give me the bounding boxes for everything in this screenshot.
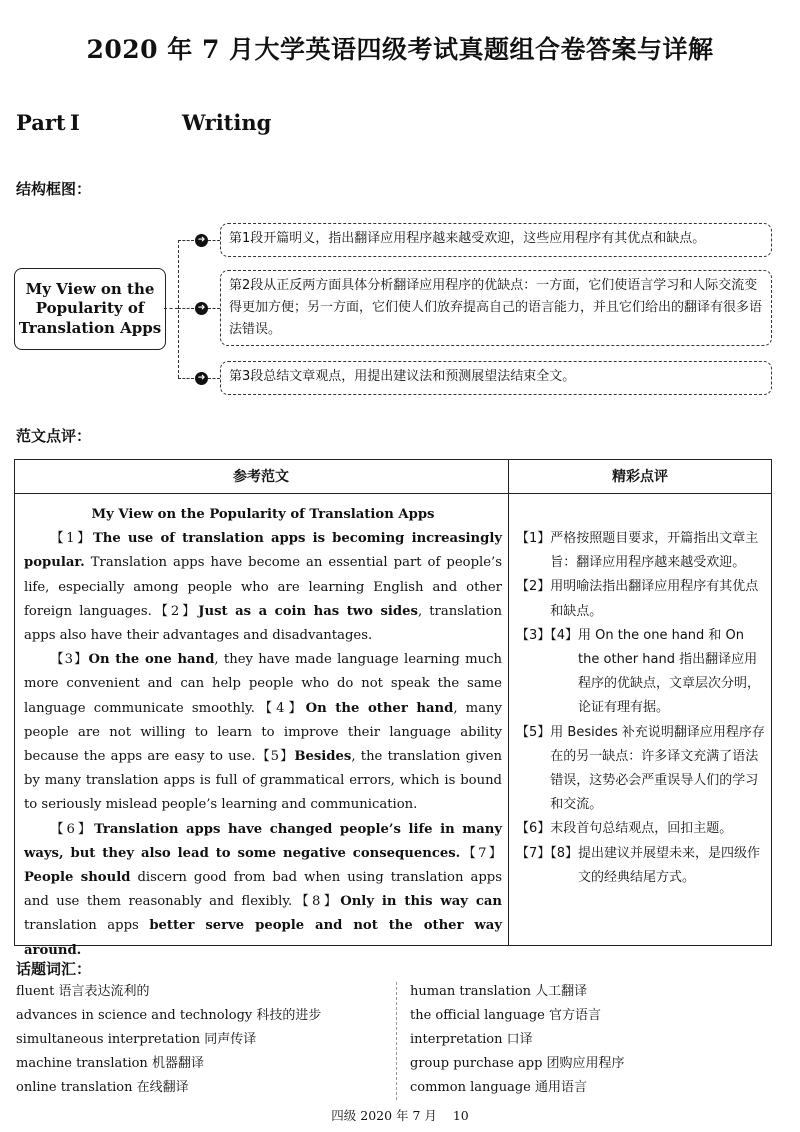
comment-marker: 【2】 xyxy=(516,579,551,595)
comment-text: 用 On the one hand 和 On the other hand 指出翻译应用程序的优缺点，文章层次分明，论证有理有据。 xyxy=(578,627,761,716)
essay-column-header: 参考范文 xyxy=(233,469,289,485)
essay-text: , the translation given by many translation apps is full of grammatical errors, which is bound to seriously mislead people’s learning and communication. xyxy=(24,749,502,813)
comment-text: 严格按照题目要求，开篇指出文章主旨：翻译应用程序越来越受欢迎。 xyxy=(550,531,759,571)
marker: 【8】 xyxy=(292,894,341,910)
comment-marker: 【6】 xyxy=(516,821,551,837)
vocab-item: machine translation 机器翻译 xyxy=(16,1056,204,1071)
topic-line-3: Translation Apps xyxy=(18,318,162,337)
topic-box xyxy=(14,268,166,350)
comment-item xyxy=(516,842,768,890)
marker: 【2】 xyxy=(151,603,199,619)
vocab-item: fluent 语言表达流利的 xyxy=(16,984,150,999)
comment-marker: 【7】【8】 xyxy=(516,845,579,861)
highlight: On the one hand xyxy=(88,652,215,668)
highlight: On the other hand xyxy=(305,700,454,716)
paragraph-box-1: 第1段开篇明义，指出翻译应用程序越来越受欢迎，这些应用程序有其优点和缺点。 xyxy=(220,223,772,257)
marker: 【4】 xyxy=(254,700,306,716)
comment-item xyxy=(516,624,768,721)
comment-item xyxy=(516,817,768,841)
paragraph-box-2: 第2段从正反两方面具体分析翻译应用程序的优缺点：一方面，它们使语言学习和人际交流变得更加方便；另一方面，它们使人们放弃提高自己的语言能力，并且它们给出的翻译有很多语法错误。 xyxy=(220,270,772,346)
connector-2b xyxy=(208,308,220,309)
vocabulary-left-list xyxy=(16,980,386,1100)
paragraph-box-3: 第3段总结文章观点，用提出建议法和预测展望法结束全文。 xyxy=(220,361,772,395)
marker: 【5】 xyxy=(255,749,295,765)
highlight: Only in this way can xyxy=(340,894,503,910)
comment-marker: 【1】 xyxy=(516,531,551,546)
highlight: Besides xyxy=(294,749,352,765)
vocabulary-divider xyxy=(396,982,397,1100)
vocabulary-right-list xyxy=(410,980,780,1100)
comment-text: 提出建议并展望未来，是四级作文的经典结尾方式。 xyxy=(578,845,761,885)
arrow-right-icon: ➜ xyxy=(195,302,208,315)
highlight: better serve people and not the other way around. xyxy=(24,918,502,958)
connector-3b xyxy=(208,378,220,379)
marker: 【1】 xyxy=(50,531,93,547)
vocab-item: common language 通用语言 xyxy=(410,1080,587,1095)
essay-text: , translation apps also have their advantages and disadvantages. xyxy=(24,603,503,644)
review-heading: 范文点评： xyxy=(16,427,92,445)
essay-text: , many people are not willing to learn to improve their language ability because the apps are easy to use. xyxy=(24,700,502,765)
vocab-item: simultaneous interpretation 同声传译 xyxy=(16,1032,257,1047)
highlight: Translation apps have changed people’s life in many ways, but they also lead to some negative consequences. xyxy=(24,821,502,861)
marker: 【7】 xyxy=(460,845,502,861)
comment-marker: 【5】 xyxy=(516,724,551,740)
marker: 【6】 xyxy=(50,821,95,837)
highlight: Just as a coin has two sides xyxy=(198,603,418,619)
connector-1 xyxy=(178,240,194,241)
connector-2 xyxy=(178,308,194,309)
table-column-divider xyxy=(508,459,509,946)
part-name: Writing xyxy=(182,110,272,135)
connector-3 xyxy=(178,378,194,379)
essay-paragraph-2 xyxy=(24,648,502,817)
part-label: Part xyxy=(16,110,66,135)
highlight: People should xyxy=(24,870,131,886)
comment-text: 用 Besides 补充说明翻译应用程序存在的另一缺点：许多译文充满了语法错误，这势必会严重误导人们的学习和交流。 xyxy=(550,724,765,813)
vocab-item: advances in science and technology 科技的进步 xyxy=(16,1008,322,1023)
highlight: The use of translation apps is becoming increasingly popular. xyxy=(24,531,503,571)
vocab-item: group purchase app 团购应用程序 xyxy=(410,1056,625,1071)
part-number: Ⅰ xyxy=(70,110,80,135)
vocab-item: human translation 人工翻译 xyxy=(410,984,588,999)
vocab-item: interpretation 口译 xyxy=(410,1032,533,1047)
essay-paragraph-3 xyxy=(24,818,502,963)
connector-main xyxy=(164,308,178,309)
comment-item xyxy=(516,721,768,818)
topic-line-2: Popularity of xyxy=(35,299,145,318)
marker: 【3】 xyxy=(50,652,89,668)
essay-text: , they have made language learning much more convenient and can help people who do not speak the same language communicate smoothly. xyxy=(24,652,502,716)
essay-paragraph-1 xyxy=(24,527,502,648)
topic-line-1: My View on the xyxy=(25,279,155,298)
sample-essay xyxy=(24,503,502,963)
document-title: 2020 年 7 月大学英语四级考试真题组合卷答案与详解 xyxy=(86,35,714,64)
comment-list xyxy=(516,527,768,890)
connector-spine xyxy=(178,240,179,378)
vocab-item: the official language 官方语言 xyxy=(410,1008,601,1023)
arrow-right-icon: ➜ xyxy=(195,372,208,385)
comment-item xyxy=(516,575,768,623)
comment-text: 用明喻法指出翻译应用程序有其优点和缺点。 xyxy=(550,579,759,619)
vocab-item: online translation 在线翻译 xyxy=(16,1080,189,1095)
comment-column-header: 精彩点评 xyxy=(612,469,668,485)
vocabulary-heading: 话题词汇： xyxy=(16,960,92,978)
comment-item xyxy=(516,527,768,575)
comment-marker: 【3】【4】 xyxy=(516,627,579,643)
table-header-divider xyxy=(14,493,772,494)
comment-text: 末段首句总结观点，回扣主题。 xyxy=(550,821,733,837)
page-footer: 四级 2020 年 7 月 10 xyxy=(331,1108,469,1123)
essay-title: My View on the Popularity of Translation Apps xyxy=(91,507,435,522)
connector-1b xyxy=(208,240,220,241)
essay-text: translation apps xyxy=(24,918,150,934)
essay-text: discern good from bad when using translation apps and use them reasonably and flexibly. xyxy=(24,870,502,910)
arrow-right-icon: ➜ xyxy=(195,234,208,247)
essay-text: Translation apps have become an essential part of people’s life, especially among people who are learning English and other foreign languages. xyxy=(24,555,502,619)
structure-heading: 结构框图： xyxy=(16,180,92,198)
